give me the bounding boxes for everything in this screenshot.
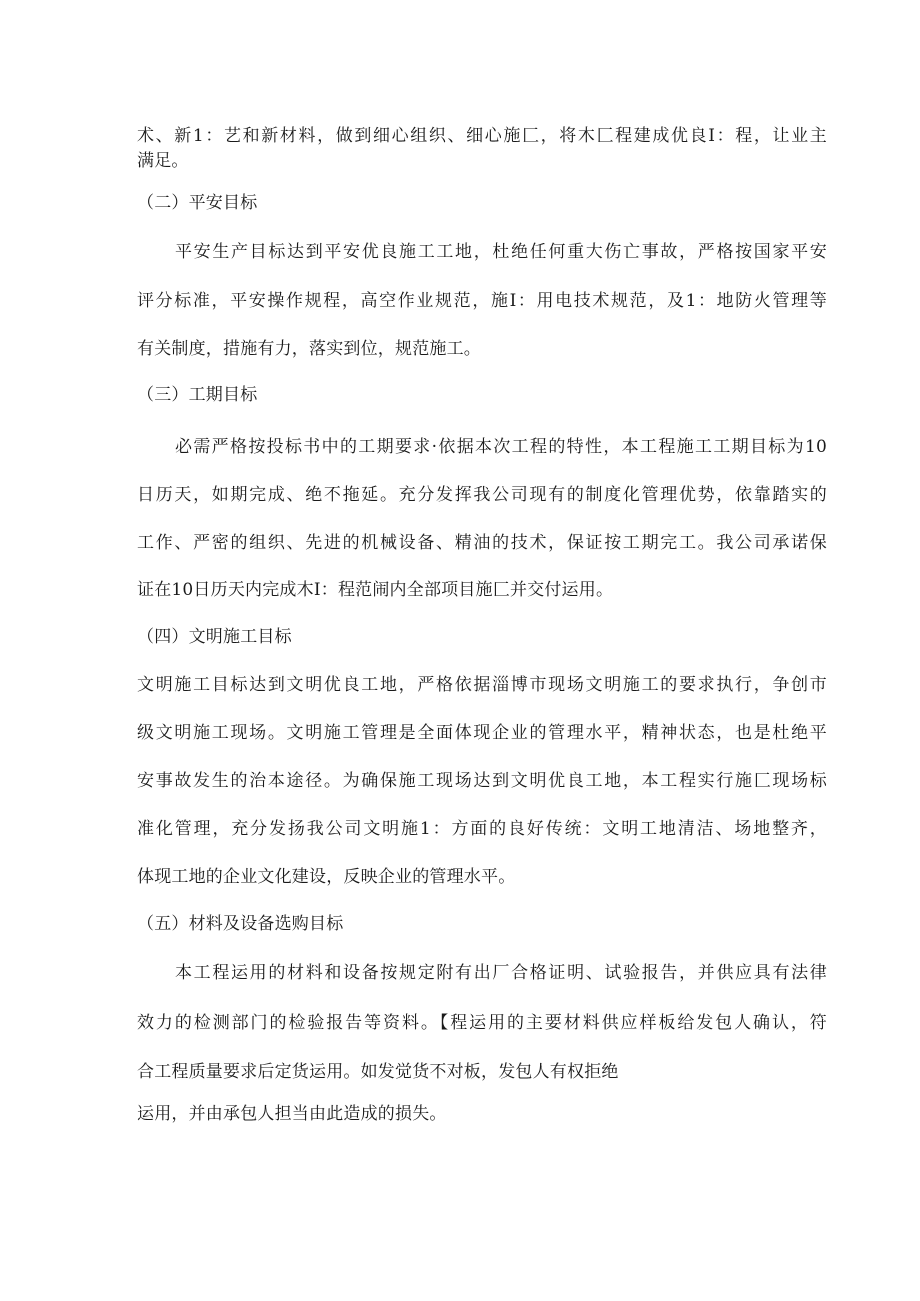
paragraph-line: 本工程运用的材料和设备按规定附有出厂合格证明、试验报告，并供应具有法律 [175,963,827,983]
paragraph-line: 评分标准，平安操作规程，高空作业规范，施I：用电技术规范，及1：地防火管理等 [137,291,827,311]
section-heading: （四）文明施工目标 [137,627,292,647]
paragraph-line: 日历天，如期完成、绝不拖延。充分发挥我公司现有的制度化管理优势，依靠踏实的 [137,485,827,505]
paragraph-line: 证在10日历天内完成木I：程范闹内全部项目施匚并交付运用。 [137,580,614,600]
paragraph-line: 体现工地的企业文化建设，反映企业的管理水平。 [137,867,516,887]
paragraph-line: 满足。 [137,151,189,171]
paragraph-line: 运用，并由承包人担当由此造成的损失。 [137,1104,447,1124]
section-heading: （五）材料及设备选购目标 [137,914,344,934]
section-heading: （二）平安目标 [137,193,258,213]
paragraph-line: 级文明施工现场。文明施工管理是全面体现企业的管理水平，精神状态，也是杜绝平 [137,723,827,743]
paragraph-line: 效力的检测部门的检验报告等资料。【程运用的主要材料供应样板给发包人确认，符 [137,1013,827,1033]
paragraph-line: 术、新1：艺和新材料，做到细心组织、细心施匚，将木匚程建成优良I：程，让业主 [137,126,827,146]
paragraph-line: 文明施工目标达到文明优良工地，严格依据淄博市现场文明施工的要求执行，争创市 [137,675,827,695]
paragraph-line: 安事故发生的治本途径。为确保施工现场达到文明优良工地，本工程实行施匚现场标 [137,771,827,791]
section-heading: （三）工期目标 [137,385,258,405]
paragraph-line: 平安生产目标达到平安优良施工工地，杜绝任何重大伤亡事故，严格按国家平安 [175,242,827,262]
paragraph-line: 必需严格按投标书中的工期要求·依据本次工程的特性，本工程施工工期目标为10 [175,437,827,457]
paragraph-line: 工作、严密的组织、先进的机械设备、精油的技术，保证按工期完工。我公司承诺保 [137,533,827,553]
paragraph-line: 合工程质量要求后定货运用。如发觉货不对板，发包人有权拒绝 [137,1062,619,1082]
paragraph-line: 有关制度，措施有力，落实到位，规范施工。 [137,339,481,359]
paragraph-line: 准化管理，充分发扬我公司文明施1：方面的良好传统：文明工地清洁、场地整齐， [137,819,827,839]
